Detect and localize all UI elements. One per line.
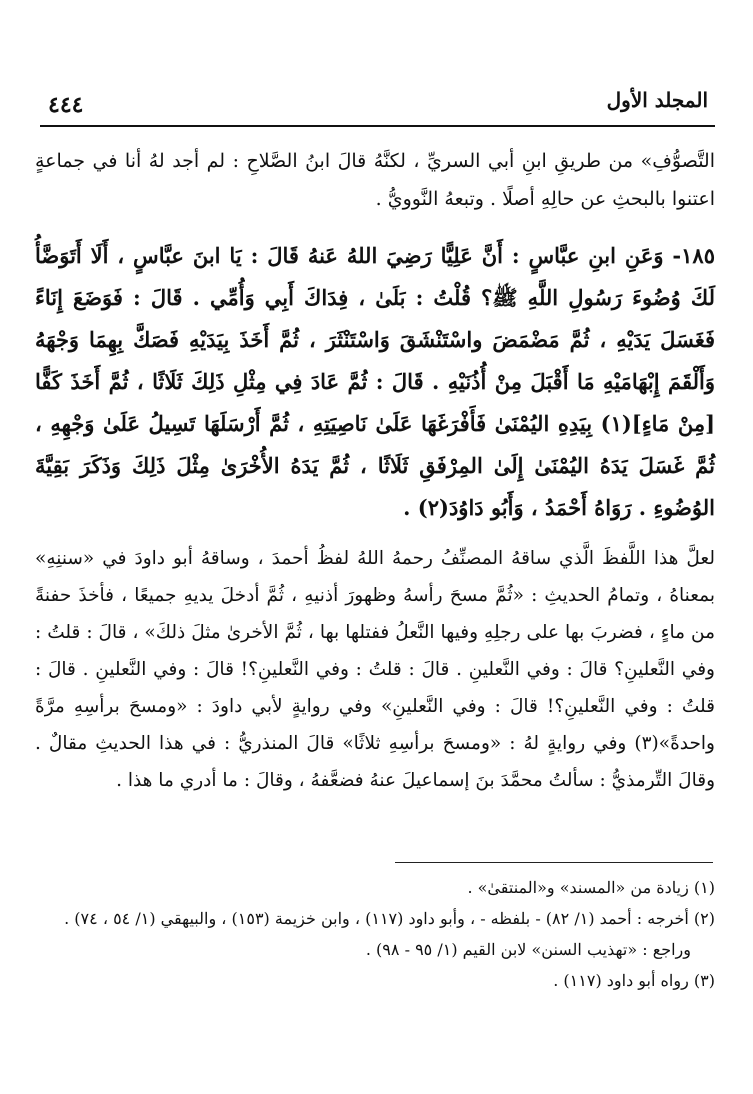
- footnote-1: (١) زيادة من «المسند» و«المنتقىٰ» .: [467, 878, 715, 897]
- commentary-paragraph: لعلَّ هذا اللَّفظَ الَّذي ساقهُ المصنِّفُ رحمهُ اللهُ لفظُ أحمدَ ، وساقهُ أبو داودَ في «سننِهِ» بمعناهُ ، وتمامُ الحديثِ : «ثُمَّ مسحَ رأسهُ وظهورَ أذنيهِ ، ثُمَّ أدخلَ يديهِ جميعًا ، فأخذَ حفنةً من ماءٍ ، فضربَ بها على رجلِهِ وفيها النَّعلُ ففتلها بها ، ثُمَّ الأخرىٰ مثلَ ذلكَ» ، قالَ : قلتُ : وفي النَّعلينِ؟ قالَ : وفي النَّعلينِ . قالَ : قلتُ : وفي النَّعلينِ؟! قالَ : وفي النَّعلينِ . قالَ : قلتُ : وفي النَّعلينِ؟! قالَ : وفي النَّعلينِ» وفي روايةٍ لأبي داودَ : «ومسحَ برأسِهِ مرَّةً واحدةً»(٣) وفي روايةٍ لهُ : «ومسحَ برأسِهِ ثلاثًا» قالَ المنذريُّ : في هذا الحديثِ مقالٌ . وقالَ التِّرمذيُّ : سألتُ محمَّدَ بنَ إسماعيلَ عنهُ فضعَّفهُ ، وقالَ : ما أدري ما هذا .: [35, 548, 715, 791]
- footnote-2: (٢) أخرجه : أحمد (١/ ٨٢) - بلفظه - ، وأبو داود (١١٧) ، وابن خزيمة (١٥٣) ، والبيهقي (١/ ٥٤ ، ٧٤) .: [64, 909, 715, 928]
- header-rule: [40, 125, 715, 127]
- footnote-3: (٣) رواه أبو داود (١١٧) .: [553, 971, 715, 990]
- intro-paragraph: التَّصوُّفِ» من طريقِ ابنِ أبي السريِّ ، لكنَّهُ قالَ ابنُ الصَّلاحِ : لم أجد لهُ أنا في جماعةٍ اعتنوا بالبحثِ عن حالِهِ أصلًا . وتبعهُ النَّوويُّ .: [35, 150, 715, 210]
- hadith-paragraph: ١٨٥- وَعَنِ ابنِ عبَّاسٍ : أَنَّ عَلِيًّا رَضِيَ اللهُ عَنهُ قَالَ : يَا ابنَ عبَّاسٍ ، أَلَا أَتَوَضَّأُ لَكَ وُضُوءَ رَسُولِ اللَّهِ ﷺ؟ قُلْتُ : بَلَىٰ ، فِدَاكَ أَبِي وَأُمِّي . قَالَ : فَوَضَعَ إِنَاءً فَغَسَلَ يَدَيْهِ ، ثُمَّ مَضْمَضَ واسْتَنْشَقَ وَاسْتَنْثَرَ ، ثُمَّ أَخَذَ بِيَدَيْهِ فَصَكَّ بِهِمَا وَجْهَهُ وَأَلْقَمَ إِبْهَامَيْهِ مَا أَقْبَلَ مِنْ أُذُنَيْهِ . قَالَ : ثُمَّ عَادَ فِي مِثْلِ ذَلِكَ ثَلَاثًا ، ثُمَّ أَخَذَ كَفًّا [مِنْ مَاءٍ](١) بِيَدِهِ اليُمْنَىٰ فَأَفْرَغَهَا عَلَىٰ نَاصِيَتِهِ ، ثُمَّ أَرْسَلَهَا تَسِيلُ عَلَىٰ وَجْهِهِ ، ثُمَّ غَسَلَ يَدَهُ اليُمْنَىٰ إِلَىٰ المِرْفَقِ ثَلَاثًا ، ثُمَّ يَدَهُ الأُخْرَىٰ مِثْلَ ذَلِكَ وَذَكَرَ بَقِيَّةَ الوُضُوءِ . رَوَاهُ أَحْمَدُ ، وَأَبُو دَاوُدَ(٢) .: [35, 243, 715, 520]
- footnotes: [35, 872, 715, 996]
- running-header-title: المجلد الأول: [606, 88, 708, 112]
- footnote-2-see-also: وراجع : «تهذيب السنن» لابن القيم (١/ ٩٥ - ٩٨) .: [365, 940, 691, 959]
- page-number: ٤٤٤: [48, 92, 84, 118]
- footnote-rule: [395, 862, 713, 863]
